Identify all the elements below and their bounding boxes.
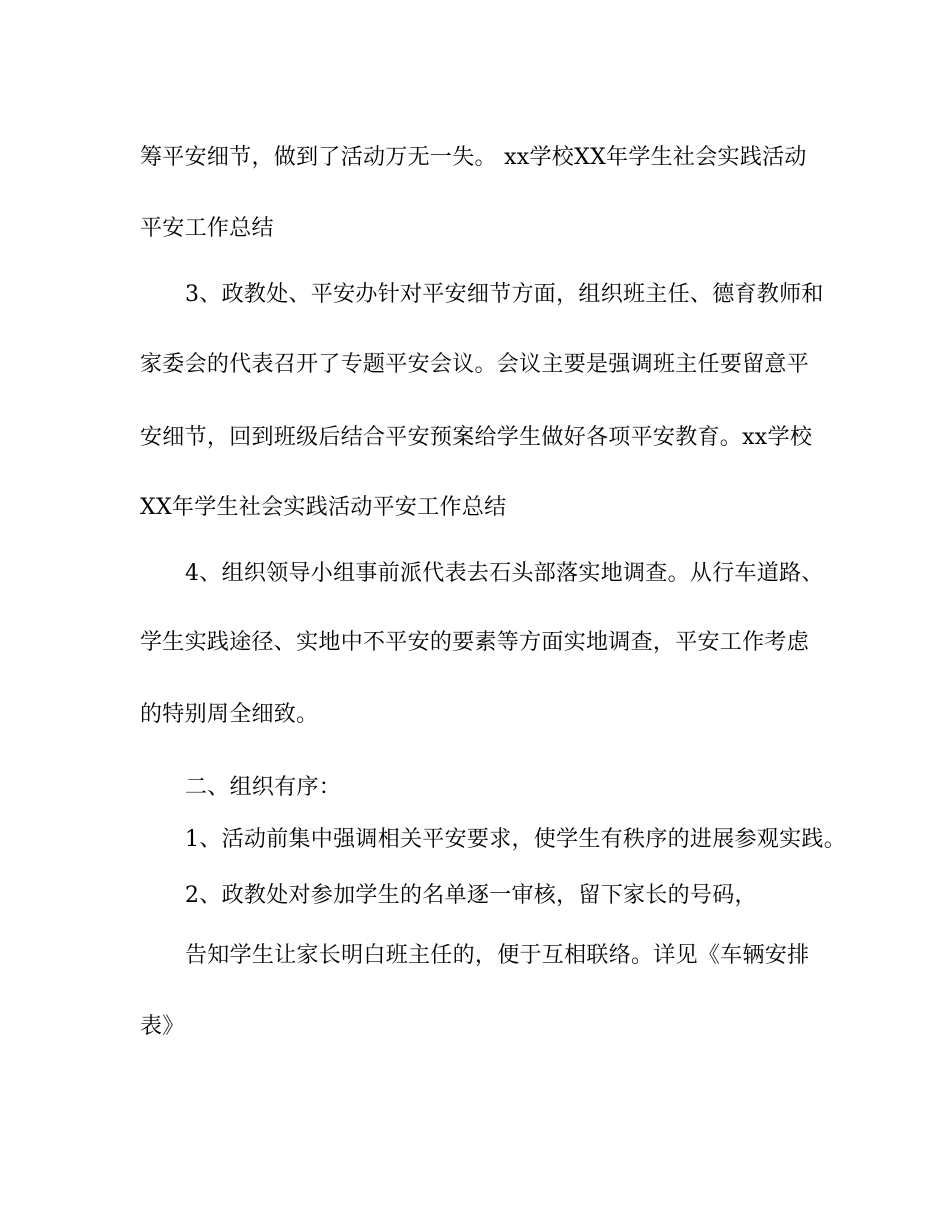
paragraph-line: 平安工作总结 (140, 216, 274, 241)
paragraph-line: 的特别周全细致。 (140, 702, 319, 727)
paragraph-line: XX年学生社会实践活动平安工作总结 (140, 495, 507, 520)
paragraph-line: 1、活动前集中强调相关平安要求，使学生有秩序的进展参观实践。 (185, 827, 846, 852)
paragraph-line: 筹平安细节，做到了活动万无一失。 xx学校XX年学生社会实践活动 (140, 145, 807, 170)
paragraph-line: 表》 (140, 1014, 185, 1039)
paragraph-line: 3、政教处、平安办针对平安细节方面，组织班主任、德育教师和 (185, 282, 824, 307)
paragraph-line: 家委会的代表召开了专题平安会议。会议主要是强调班主任要留意平 (140, 352, 810, 377)
paragraph-line: 安细节，回到班级后结合平安预案给学生做好各项平安教育。xx学校 (140, 425, 813, 450)
paragraph-line: 2、政教处对参加学生的名单逐一审核，留下家长的号码， (185, 883, 757, 908)
paragraph-line: 告知学生让家长明白班主任的，便于互相联络。详见《车辆安排 (185, 943, 810, 968)
paragraph-line: 4、组织领导小组事前派代表去石头部落实地调查。从行车道路、 (185, 561, 824, 586)
section-heading: 二、组织有序： (185, 775, 342, 800)
paragraph-line: 学生实践途径、实地中不平安的要素等方面实地调查，平安工作考虑 (140, 630, 810, 655)
